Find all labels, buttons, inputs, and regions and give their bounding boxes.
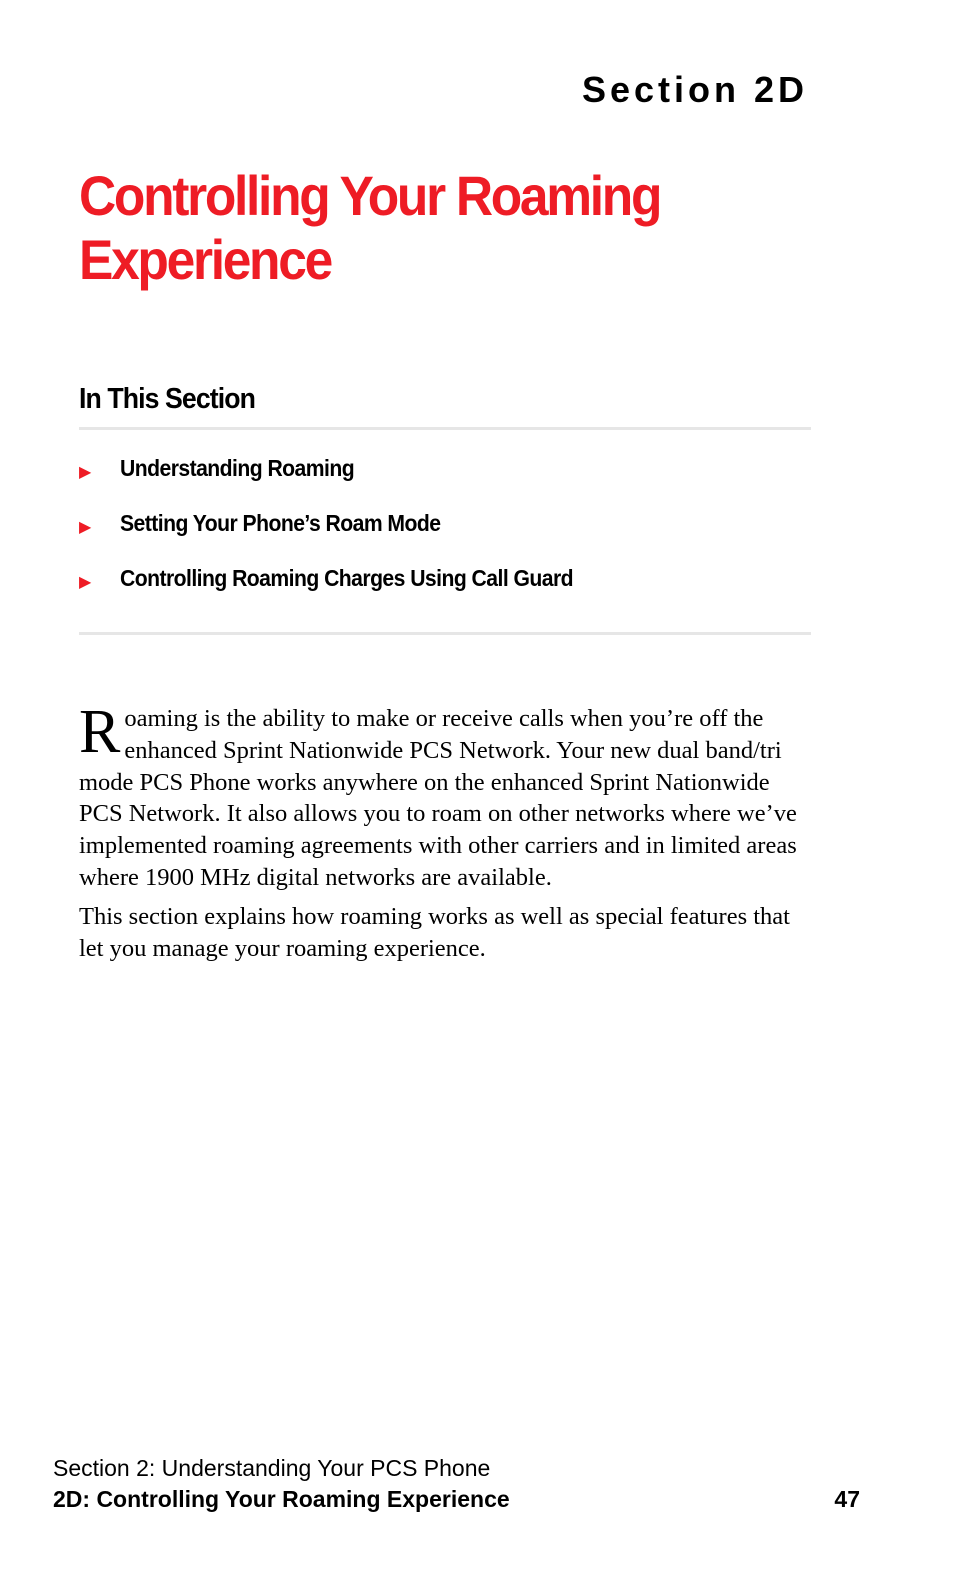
red-triangle-arrow-icon: ▶: [79, 517, 92, 536]
section-divider-bottom: [79, 632, 811, 635]
red-triangle-arrow-icon: ▶: [79, 462, 92, 481]
in-this-section-heading: In This Section: [79, 383, 255, 415]
footer-section-title: Section 2: Understanding Your PCS Phone: [53, 1455, 491, 1481]
body-text: [79, 698, 799, 971]
page-number: 47: [834, 1486, 860, 1512]
section-divider-top: [79, 427, 811, 430]
drop-cap: R: [79, 698, 121, 766]
contents-item-label: Controlling Roaming Charges Using Call Guard: [120, 565, 574, 591]
contents-item-understanding-roaming[interactable]: [79, 450, 811, 505]
red-triangle-arrow-icon: ▶: [79, 572, 92, 591]
contents-item-label: Understanding Roaming: [120, 455, 355, 481]
section-label: Section 2D: [581, 69, 808, 110]
footer-chapter-title: 2D: Controlling Your Roaming Experience: [53, 1486, 510, 1512]
intro-paragraph: [79, 698, 799, 894]
contents-item-label: Setting Your Phone’s Roam Mode: [120, 510, 441, 536]
overview-paragraph: This section explains how roaming works as well as special features that let you manage your roaming experience.: [79, 902, 790, 962]
intro-paragraph-text: oaming is the ability to make or receive calls when you’re off the enhanced Sprint Nationwide PCS Network. Your new dual band/tri mode PCS Phone works anywhere on the enhanced Sprint Nationwide PCS Network. It also allows you to roam on other networks where we’ve implemented roaming agreements with other carriers and in limited areas where 1900 MHz digital networks are available.: [79, 705, 797, 891]
chapter-title: [79, 164, 778, 292]
contents-item-call-guard[interactable]: [79, 560, 811, 615]
chapter-title-line-1: Controlling Your Roaming: [79, 164, 661, 227]
contents-item-roam-mode[interactable]: [79, 505, 811, 560]
chapter-title-line-2: Experience: [79, 228, 331, 291]
section-contents-list: [79, 450, 811, 615]
